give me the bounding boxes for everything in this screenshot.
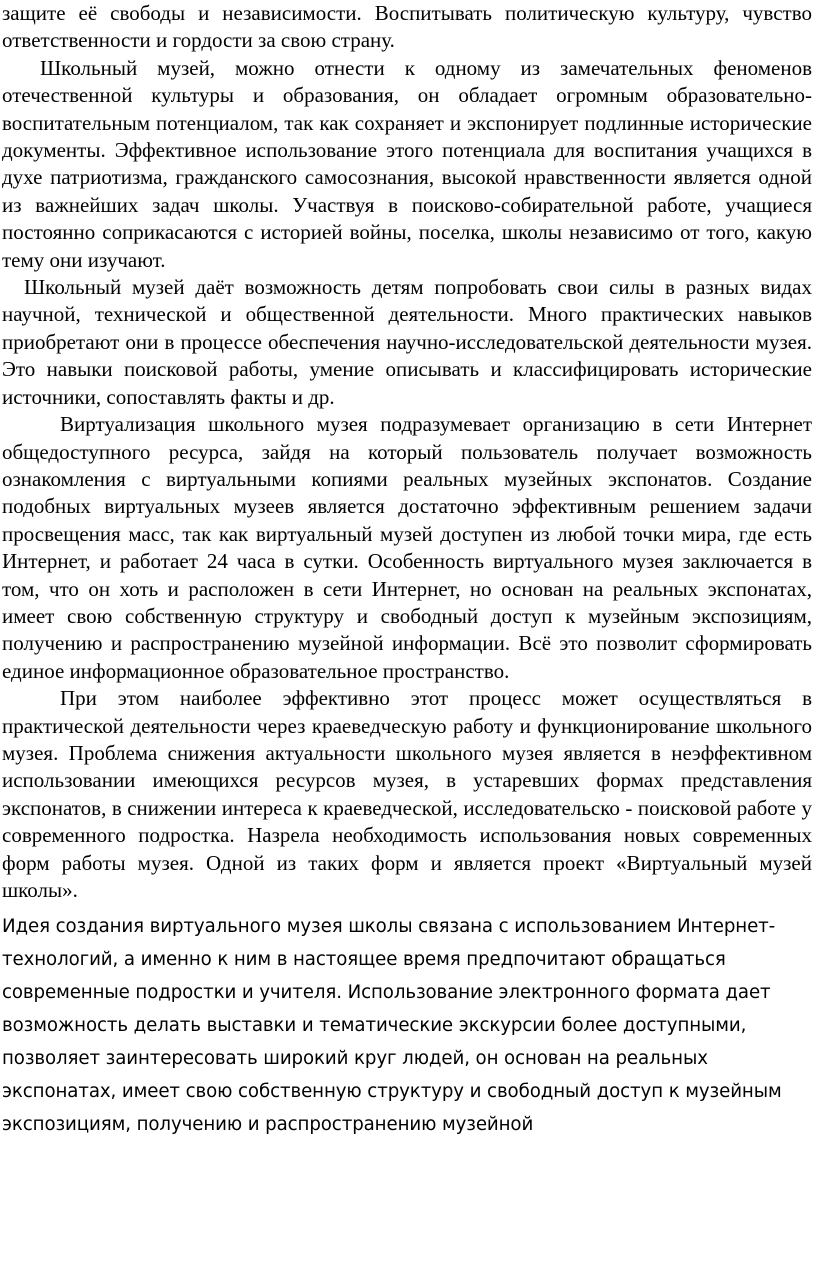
paragraph-museum-opportunities: Школьный музей даёт возможность детям попробовать свои силы в разных видах научной, технической и общественной деятельности. Много практических навыков приобретают они в процессе обеспечения научно-исследовательской деятельности музея. Это навыки поисковой работы, умение описывать и классифицировать исторические источники, сопоставлять факты и др. <box>2 275 812 409</box>
paragraph-virtual-museum-idea: Идея создания виртуального музея школы связана с использованием Интернет-технологий, а именно к ним в настоящее время предпочитают обращаться современные подростки и учителя. Использование электронного формата дает возможность делать выставки и тематические экскурсии более доступными, позволяет заинтересовать широкий круг людей, он основан на реальных экспонатах, имеет свою собственную структуру и свободный доступ к музейным экспозициям, получению и распространению музейной <box>2 916 782 1136</box>
paragraph-effectiveness: При этом наиболее эффективно этот процесс может осуществляться в практической деятельности через краеведческую работу и функционирование школьного музея. Проблема снижения актуальности школьного музея является в неэффективном использовании имеющихся ресурсов музея, в устаревших формах представления экспонатов, в снижении интереса к краеведческой, исследовательско - поисковой работе у современного подростка. Назрела необходимость использования новых современных форм работы музея. Одной из таких форм и является проект «Виртуальный музей школы». <box>2 686 812 902</box>
paragraph-continuation: защите её свободы и независимости. Воспитывать политическую культуру, чувство ответственности и гордости за свою страну. <box>2 1 812 53</box>
paragraph-virtualization: Виртуализация школьного музея подразумевает организацию в сети Интернет общедоступного ресурса, зайдя на который пользователь получает возможность ознакомления с виртуальными копиями реальных музейных экспонатов. Создание подобных виртуальных музеев является достаточно эффективным решением задачи просвещения масс, так как виртуальный музей доступен из любой точки мира, где есть Интернет, и работает 24 часа в сутки. Особенность виртуального музея заключается в том, что он хоть и расположен в сети Интернет, но основан на реальных экспонатах, имеет свою собственную структуру и свободный доступ к музейным экспозициям, получению и распространению музейной информации. Всё это позволит сформировать единое информационное образовательное пространство. <box>2 412 812 683</box>
paragraph-school-museum-phenomenon: Школьный музей, можно отнести к одному из замечательных феноменов отечественной культуры и образования, он обладает огромным образовательно-воспитательным потенциалом, так как сохраняет и экспонирует подлинные исторические документы. Эффективное использование этого потенциала для воспитания учащихся в духе патриотизма, гражданского самосознания, высокой нравственности является одной из важнейших задач школы. Участвуя в поисково-собирательной работе, учащиеся постоянно соприкасаются с историей войны, поселка, школы независимо от того, какую тему они изучают. <box>2 55 812 272</box>
